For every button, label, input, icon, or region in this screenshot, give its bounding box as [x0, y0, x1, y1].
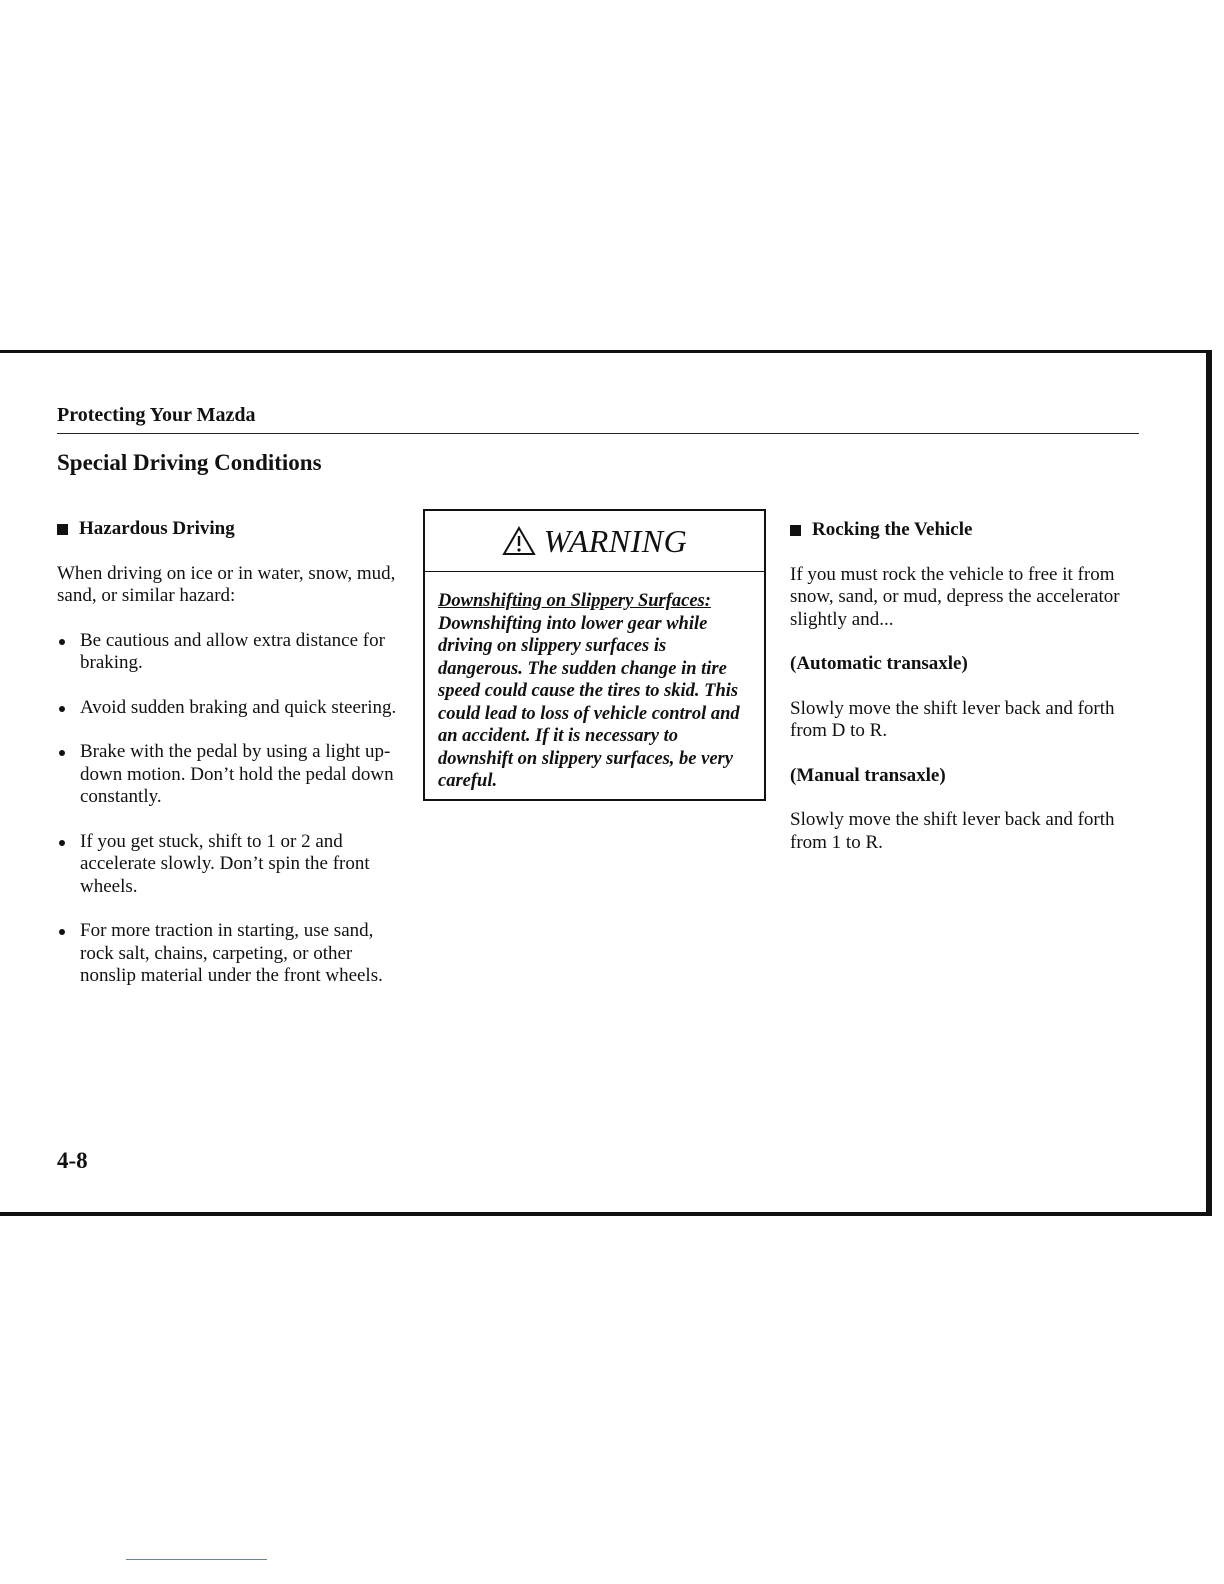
- manual-transaxle-heading: (Manual transaxle): [790, 764, 946, 786]
- square-bullet-icon: [790, 525, 801, 536]
- list-item-text: For more traction in starting, use sand, rock salt, chains, carpeting, or other nonslip material under the front wheels.: [80, 920, 383, 986]
- hazardous-driving-intro: When driving on ice or in water, snow, mud, sand, or similar hazard:: [57, 562, 396, 606]
- bottom-rule: [126, 1559, 267, 1560]
- list-item: [57, 630, 402, 675]
- warning-title: WARNING: [543, 522, 688, 559]
- page-number: 4-8: [57, 1148, 88, 1173]
- warning-header: [425, 511, 764, 572]
- bullet-dot-icon: [59, 750, 65, 756]
- rocking-vehicle-heading-text: Rocking the Vehicle: [812, 519, 973, 540]
- list-item-text: If you get stuck, shift to 1 or 2 and accelerate slowly. Don’t spin the front wheels.: [80, 830, 370, 897]
- bullet-dot-icon: [59, 929, 65, 935]
- hazardous-driving-list: [57, 630, 402, 988]
- warning-subtitle: Downshifting on Slippery Surfaces:: [438, 591, 711, 611]
- automatic-transaxle-text: Slowly move the shift lever back and forth from D to R.: [790, 697, 1115, 741]
- list-item-text: Avoid sudden braking and quick steering.: [80, 696, 397, 718]
- list-item: [57, 741, 402, 809]
- warning-body: [425, 572, 764, 793]
- warning-box: [423, 509, 766, 801]
- bullet-dot-icon: [59, 639, 65, 645]
- warning-text: Downshifting into lower gear while driving on slippery surfaces is dangerous. The sudden change in tire speed could cause the tires to skid. This could lead to loss of vehicle control and an accident. If it is necessary to downshift on slippery surfaces, be very careful.: [438, 613, 740, 791]
- rocking-vehicle-intro: If you must rock the vehicle to free it from snow, sand, or mud, depress the accelerator slightly and...: [790, 563, 1120, 630]
- list-item: [57, 920, 402, 988]
- warning-triangle-icon: [502, 526, 536, 556]
- list-item: [57, 831, 402, 899]
- bullet-dot-icon: [59, 840, 65, 846]
- hazardous-driving-heading: [57, 518, 402, 541]
- page-title: Special Driving Conditions: [57, 450, 322, 475]
- square-bullet-icon: [57, 524, 68, 535]
- rocking-vehicle-heading: [790, 519, 1120, 542]
- hazardous-driving-column: [57, 518, 402, 988]
- bullet-dot-icon: [59, 706, 65, 712]
- list-item: [57, 697, 402, 720]
- section-header: Protecting Your Mazda: [57, 404, 1139, 434]
- rocking-vehicle-column: [790, 519, 1120, 854]
- manual-transaxle-text: Slowly move the shift lever back and forth from 1 to R.: [790, 809, 1115, 853]
- automatic-transaxle-heading: (Automatic transaxle): [790, 653, 968, 674]
- hazardous-driving-heading-text: Hazardous Driving: [79, 518, 235, 539]
- list-item-text: Be cautious and allow extra distance for braking.: [80, 629, 385, 673]
- list-item-text: Brake with the pedal by using a light up-down motion. Don’t hold the pedal down constantly.: [80, 741, 394, 807]
